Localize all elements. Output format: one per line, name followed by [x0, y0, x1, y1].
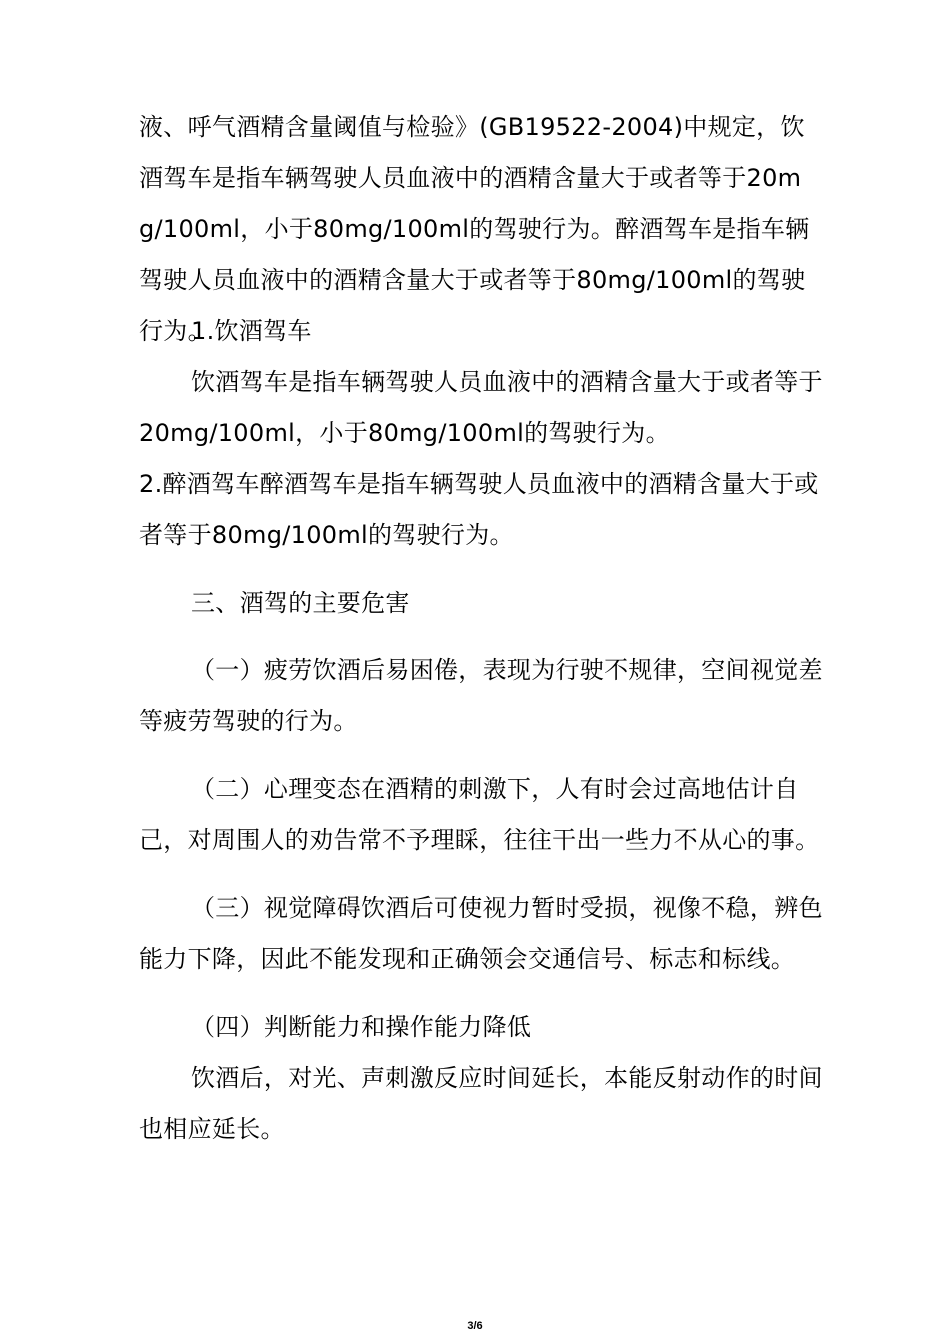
section-heading-hazards: 三、酒驾的主要危害: [191, 589, 410, 617]
page-number: 3/6: [467, 1320, 483, 1332]
paragraph-drink-driving: 饮酒驾车是指车辆驾驶人员血液中的酒精含量大于或者等于20mg/100ml，小于80mg/100ml的驾驶行为。: [139, 368, 823, 447]
paragraph-bac-definition: 液、呼气酒精含量阈值与检验》(GB19522-2004)中规定，饮酒驾车是指车辆驾驶人员血液中的酒精含量大于或者等于20mg/100ml，小于80mg/100ml的驾驶行为。醉酒驾车是指车辆驾驶人员血液中的酒精含量大于或者等于80mg/100ml的驾驶行为。: [139, 113, 810, 345]
paragraph-psychology: （二）心理变态在酒精的刺激下，人有时会过高地估计自己，对周围人的劝告常不予理睬，往往干出一些力不从心的事。: [139, 775, 820, 854]
paragraph-vision: （三）视觉障碍饮酒后可使视力暂时受损，视像不稳，辨色能力下降，因此不能发现和正确领会交通信号、标志和标线。: [139, 894, 823, 973]
subheading-drink-driving: 1.饮酒驾车: [191, 317, 312, 345]
paragraph-fatigue: （一）疲劳饮酒后易困倦，表现为行驶不规律，空间视觉差等疲劳驾驶的行为。: [139, 656, 823, 735]
paragraph-drunk-driving: 2.醉酒驾车醉酒驾车是指车辆驾驶人员血液中的酒精含量大于或者等于80mg/100ml的驾驶行为。: [139, 470, 819, 549]
subheading-judgment: （四）判断能力和操作能力降低: [191, 1013, 532, 1041]
paragraph-reaction-time: 饮酒后，对光、声刺激反应时间延长，本能反射动作的时间也相应延长。: [139, 1064, 823, 1143]
